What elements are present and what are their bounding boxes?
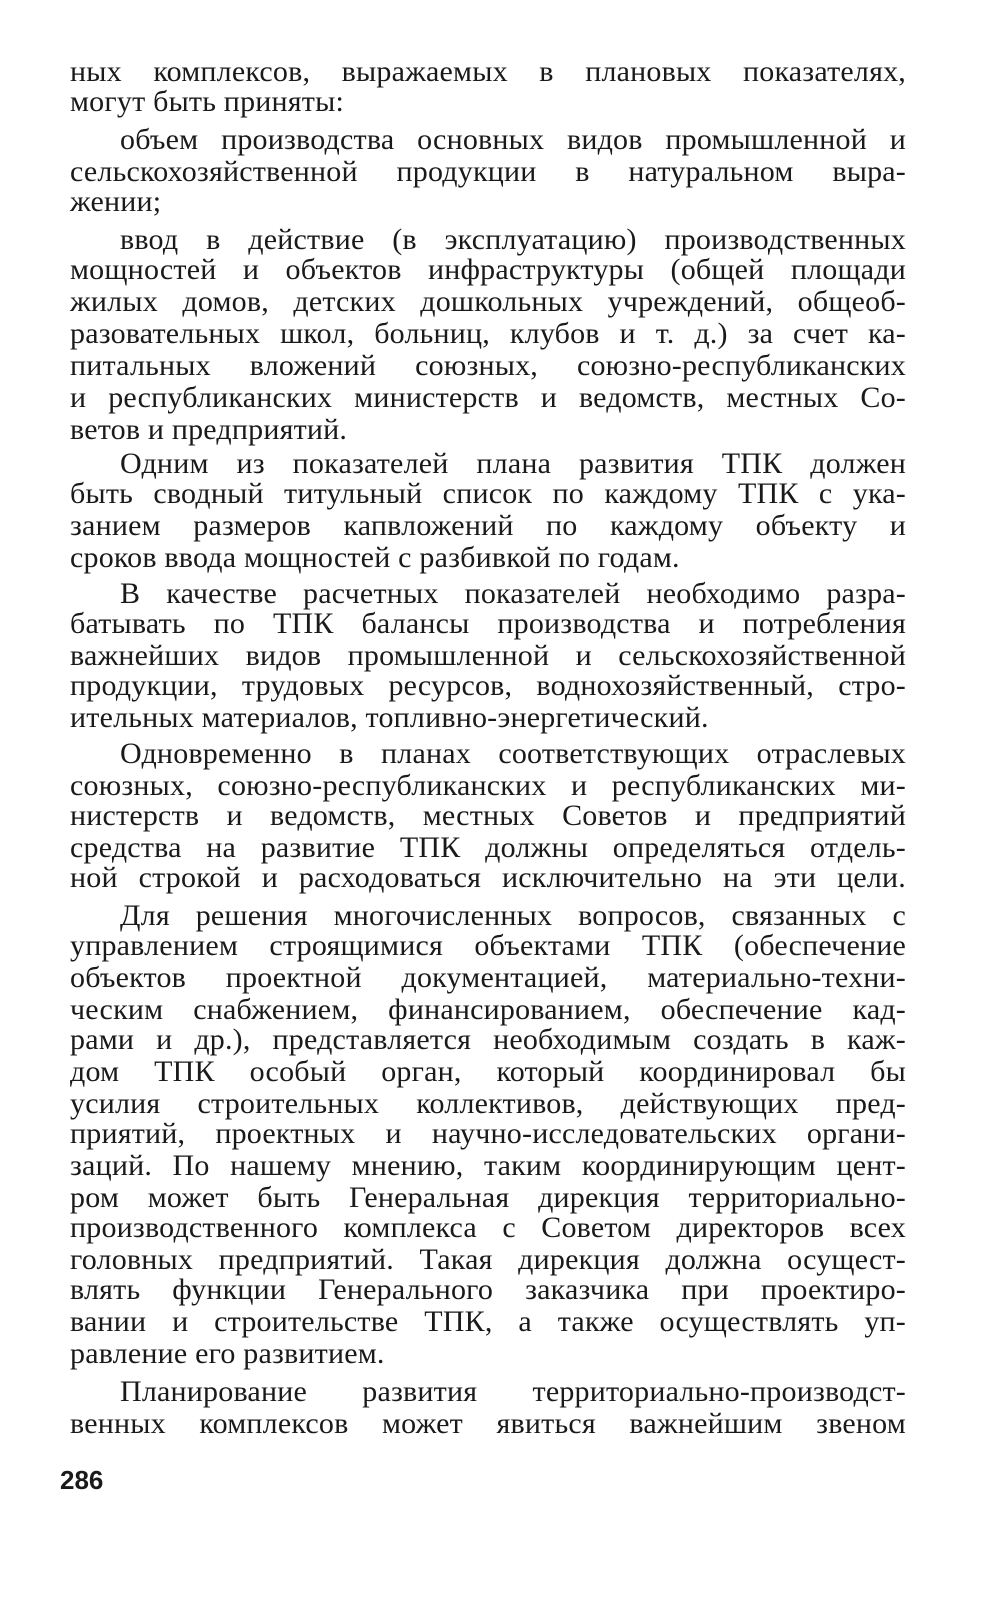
text-line: быть сводный титульный список по каждому ТПК с ука- [70,477,906,510]
page-number: 286 [60,1465,104,1495]
text-line: усилия строительных коллективов, действующих пред- [70,1087,906,1120]
text-line: ром может быть Генеральная дирекция территориально- [70,1181,906,1214]
text-line: Для решения многочисленных вопросов, связанных с [120,899,906,932]
text-line: ввод в действие (в эксплуатацию) производственных [120,223,906,256]
text-line: заций. По нашему мнению, таким координирующим цент- [70,1149,906,1182]
text-line: и республиканских министерств и ведомств, местных Со- [70,381,906,414]
text-line: рами и др.), представляется необходимым создать в каж- [70,1023,906,1056]
text-line: разовательных школ, больниц, клубов и т. д.) за счет ка- [70,317,906,350]
text-line: занием размеров капвложений по каждому объекту и [70,509,906,542]
text-line: жении; [70,185,162,218]
text-line: Одновременно в планах соответствующих отраслевых [120,737,906,770]
text-line: ной строкой и расходоваться исключительно на эти цели. [70,861,906,894]
text-line: объем производства основных видов промышленной и [120,123,906,156]
text-line: производственного комплекса с Советом директоров всех [70,1211,906,1244]
text-line: продукции, трудовых ресурсов, воднохозяйственный, стро- [70,669,906,702]
book-page-text [70,56,906,1546]
text-line: союзных, союзно-республиканских и республиканских ми- [70,769,906,802]
text-line: вании и строительстве ТПК, а также осуществлять уп- [70,1305,906,1338]
text-line: ных комплексов, выражаемых в плановых показателях, [70,55,906,88]
text-line: объектов проектной документацией, материально-техни- [70,961,906,994]
text-line: батывать по ТПК балансы производства и потребления [70,607,906,640]
text-line: сроков ввода мощностей с разбивкой по годам. [70,541,680,574]
text-line: Планирование развития территориально-производст- [120,1375,906,1408]
text-line: В качестве расчетных показателей необходимо разра- [120,577,906,610]
text-line: головных предприятий. Такая дирекция должна осущест- [70,1243,906,1276]
text-line: мощностей и объектов инфраструктуры (общей площади [70,253,906,286]
text-line: ительных материалов, топливно-энергетический. [70,701,709,734]
text-line: влять функции Генерального заказчика при проектиро- [70,1273,906,1306]
text-line: питальных вложений союзных, союзно-республиканских [70,349,906,382]
text-line: равление его развитием. [70,1337,385,1370]
text-line: ческим снабжением, финансированием, обеспечение кад- [70,993,906,1026]
text-line: венных комплексов может явиться важнейшим звеном [70,1407,906,1440]
text-line: важнейших видов промышленной и сельскохозяйственной [70,639,906,672]
text-line: дом ТПК особый орган, который координировал бы [70,1055,906,1088]
text-line: Одним из показателей плана развития ТПК должен [120,447,906,480]
text-line: управлением строящимися объектами ТПК (обеспечение [70,929,906,962]
text-line: средства на развитие ТПК должны определяться отдель- [70,831,906,864]
text-line: приятий, проектных и научно-исследовательских органи- [70,1117,906,1150]
text-line: жилых домов, детских дошкольных учреждений, общеоб- [70,285,906,318]
text-line: нистерств и ведомств, местных Советов и предприятий [70,799,906,832]
text-line: могут быть приняты: [70,85,344,118]
text-line: ветов и предприятий. [70,413,348,446]
text-line: сельскохозяйственной продукции в натуральном выра- [70,155,906,188]
